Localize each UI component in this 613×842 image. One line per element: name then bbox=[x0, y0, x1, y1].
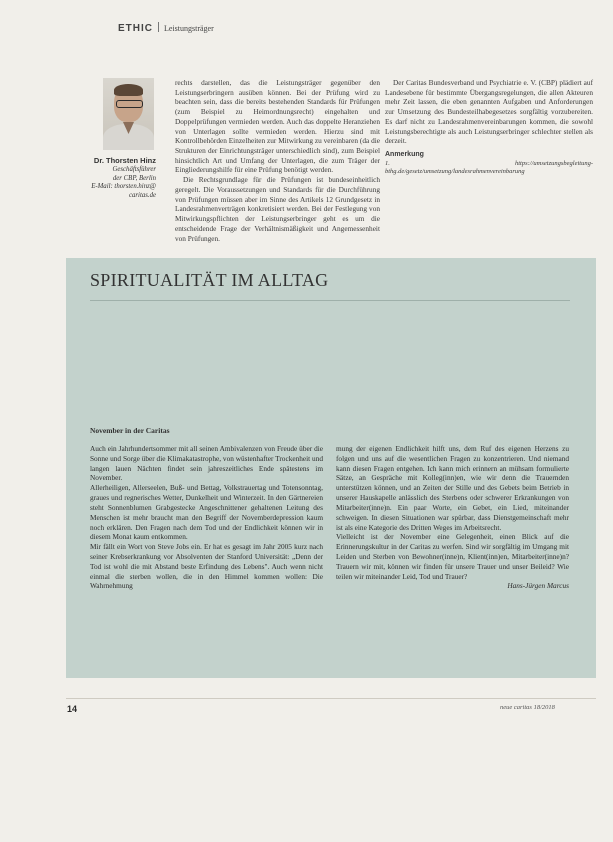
article-paragraph: Der Caritas Bundesverband und Psychiatrie e. V. (CBP) plädiert auf Landesebene für bestimmte Übergangsregelungen, die allen Akteuren mehr Zeit lassen, die eben genannten Aufgaben und Anforderungen zur Umsetzung des Bundesteilhabegesetzes sorgfältig vorzubereiten. Es darf nicht zu Landesrahmenvereinbarungen kommen, die sowohl Leistungsberechtigte als auch Leistungserbringer schlechter stellen als derzeit. bbox=[385, 78, 593, 146]
box-signature: Hans-Jürgen Marcus bbox=[507, 581, 569, 591]
author-photo bbox=[103, 78, 154, 150]
header-divider bbox=[158, 22, 159, 32]
note-heading: Anmerkung bbox=[385, 151, 424, 159]
box-paragraph: Allerheiligen, Allerseelen, Buß- und Bettag, Volkstrauertag und Totensonntag, graues und regnerisches Wetter, Dunkelheit und Winterzeit. In den Gärtnereien steht Sonnenblumen Grabgestecke Angeschnittener gehaltenen Leitung des Menschen ist mehr braucht man den Begriff der Novemberdepression kaum noch erklären. Den Fragen nach dem Tod und der Endlichkeit können wir in diesem Monat kaum entkommen. bbox=[90, 483, 323, 542]
author-info bbox=[66, 157, 156, 201]
page-header bbox=[118, 22, 214, 34]
author-line: der CBP, Berlin bbox=[112, 174, 156, 182]
box-paragraph: Mir fällt ein Wort von Steve Jobs ein. Er hat es gesagt im Jahr 2005 kurz nach seiner Krebserkrankung vor Absolventen der Stanford Universität: „Denn der Tod ist wohl die mit Abstand beste Erfindung des Lebens". Auch wenn nicht einmal die sterben wollen, die in den Himmel kommen wollen: Die Wahrnehmung bbox=[90, 542, 323, 591]
footer-source: neue caritas 18/2018 bbox=[500, 704, 555, 711]
box-column-1 bbox=[90, 444, 323, 591]
box-column-2 bbox=[336, 444, 569, 591]
author-email[interactable]: E-Mail: thorsten.hinz@ bbox=[91, 183, 156, 191]
article-column-2 bbox=[385, 78, 593, 176]
article-paragraph: Die Rechtsgrundlage für die Prüfungen ist bundeseinheitlich geregelt. Die Voraussetzungen und Standards für die Durchführung von Prüfungen müssen aber im Sinne des Artikels 12 Grundgesetz in Landesrahmenverträgen konkretisiert werden. Bei der Festlegung von Mitwirkungspflichten der Leistungserbringer geht es um die entscheidende Frage der Verhältnismäßigkeit und Angemessenheit von Prüfungen. bbox=[175, 175, 380, 243]
box-paragraph: mung der eigenen Endlichkeit hilft uns, dem Ruf des eigenen Herzens zu folgen und uns auf die wesentlichen Fragen zu konzentrieren. Und niemand kann diesen Fragen entgehen. Ich kann mich erinnern an mühsam formulierte Sätze, an Gespräche mit Kolleg(inn)en, wie wir denn die Trauernden unterstützen können, und an Zeiten der Stille und des Gebets beim Betrieb in unserer Hauskapelle anlässlich des Sterbens oder schwerer Erkrankungen von Mitarbeiter(inne)n. Ein paar Worte, ein Gebet, ein Lied, miteinander schweigen. In diesen Situationen war spürbar, dass Dienstgemeinschaft mehr ist als eine Kategorie des Dritten Weges im Arbeitsrecht. bbox=[336, 444, 569, 532]
box-paragraph: Auch ein Jahrhundertsommer mit all seinen Ambivalenzen von Freude über die Sonne und Sorge über die Klimakatastrophe, von wüstenhafter Trockenheit und langen lauen Nächten findet sein jahreszeitliches Ende spätestens im November. bbox=[90, 444, 323, 483]
photo-glasses bbox=[116, 100, 143, 108]
article-paragraph: rechts darstellen, das die Leistungsträger gegenüber den Leistungserbringern ausüben können. Bei der Prüfung wird zu beachten sein, dass die bereits bestehenden Standards für Prüfungen (zum Beispiel zu Heimordnungsrecht) eingehalten und Doppelprüfungen vermieden werden. Auch das doppelte Heranziehen von Unterlagen sollte vermieden werden. Hierzu sind mit Kontrollbehörden Einzelheiten zur Mitwirkung zu vereinbaren (da die Strukturen der Einrichtungsträger unterschiedlich sind), zum Beispiel hinsichtlich Art und Umfang der Unterlagen, die zum Träger der Eingliederungshilfe für eine Prüfung benötigt werden. bbox=[175, 78, 380, 175]
author-email[interactable]: caritas.de bbox=[129, 192, 156, 200]
box-title: SPIRITUALITÄT IM ALLTAG bbox=[90, 270, 329, 290]
note-link[interactable]: 1. https://umsetzungsbegleitung-bthg.de/gesetz/umsetzung/landesrahmenvereinbarung bbox=[385, 159, 593, 175]
box-subtitle: November in der Caritas bbox=[90, 426, 170, 435]
spirituality-box bbox=[66, 258, 596, 678]
section-subtitle: Leistungsträger bbox=[164, 24, 214, 33]
author-name: Dr. Thorsten Hinz bbox=[93, 156, 156, 165]
article-column-1 bbox=[175, 78, 380, 243]
author-line: Geschäftsführer bbox=[112, 165, 156, 173]
box-paragraph: Vielleicht ist der November eine Gelegenheit, einen Blick auf die Erinnerungskultur in der Caritas zu werfen. Sind wir sorgfältig im Umgang mit Leiden und Sterben von Bewohner(inne)n, Klient(inn)en, Mitarbeiter(inne)n? Trauern wir mit, können wir finden für unsere Trauer und unser Beileid? Wie teilen wir miteinander Leid, Tod und Trauer? bbox=[336, 532, 569, 581]
box-divider bbox=[90, 300, 570, 301]
page-number: 14 bbox=[67, 704, 78, 714]
footer-divider bbox=[66, 698, 596, 699]
photo-hair bbox=[114, 84, 143, 96]
section-label: ETHIC bbox=[118, 23, 153, 34]
